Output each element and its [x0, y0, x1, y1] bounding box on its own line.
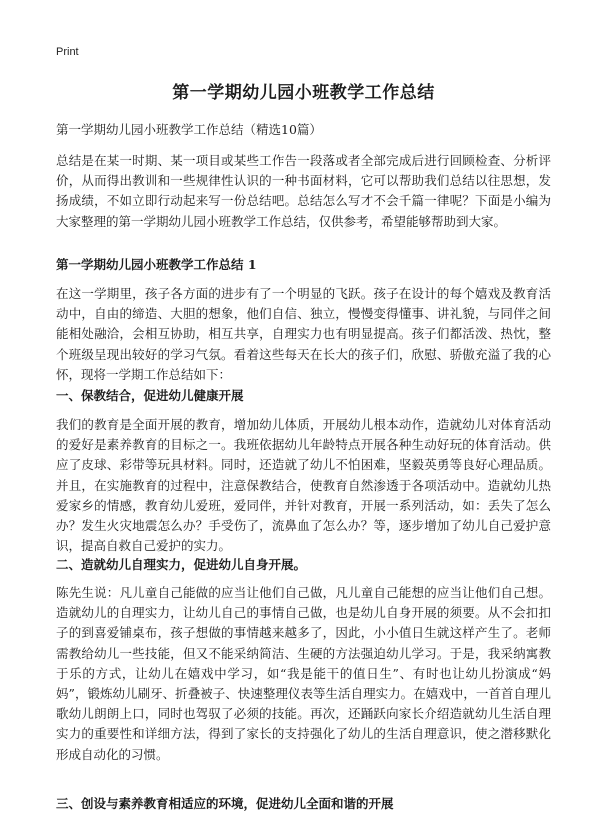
paragraph-self-care: 陈先生说：凡儿童自己能做的应当让他们自己做，凡儿童自己能想的应当让他们自己想。造就幼儿的自理实力，让幼儿自己的事情自己做，也是幼儿自身开展的须要。从不会扣扣子的到喜爱铺桌布，孩子想做的事情越来越多了，因此，小小值日生就这样产生了。老师需教给幼儿一些技能，但又不能采纳简洁、生硬的方法强迫幼儿学习。于是，我采纳寓教于乐的方式，让幼儿在嬉戏中学习，如“我是能干的值日生”、有时也让幼儿扮演成“妈妈”，锻炼幼儿刷牙、折叠被子、快速整理仪表等生活自理实力。在嬉戏中，一首首自理儿歌幼儿朗朗上口，同时也驾驭了必须的技能。再次，还踊跃向家长介绍造就幼儿生活自理实力的重要性和详细方法，得到了家长的支持强化了幼儿的生活自理意识，使之潜移默化形成自动化的习惯。	[56, 585, 551, 762]
print-label: Print	[56, 46, 79, 58]
heading-health: 一、保教结合，促进幼儿健康开展	[56, 388, 244, 403]
intro-paragraph: 总结是在某一时期、某一项目或某些工作告一段落或者全部完成后进行回顾检查、分析评价，从而得出教训和一些规律性认识的一种书面材料，它可以帮助我们总结以往思想，发扬成绩，不如立即行动起来写一份总结吧。总结怎么写才不会千篇一律呢？下面是小编为大家整理的第一学期幼儿园小班教学工作总结，仅供参考，希望能够帮助到大家。	[56, 153, 551, 229]
paragraph-health: 我们的教育是全面开展的教育，增加幼儿体质，开展幼儿根本动作，造就幼儿对体育活动的爱好是素养教育的目标之一。我班依据幼儿年龄特点开展各种生动好玩的体育活动。供应了皮球、彩带等玩具材料。同时，还造就了幼儿不怕困难，坚毅英勇等良好心理品质。并且，在实施教育的过程中，注意保教结合，使教育自然渗透于各项活动中。造就幼儿热爱家乡的情感，教育幼儿爱班，爱同伴，并针对教育，开展一系列活动，如：丢失了怎么办？发生火灾地震怎么办？手受伤了，流鼻血了怎么办？等，逐步增加了幼儿自己爱护意识，提高自救自己爱护的实力。	[56, 417, 551, 554]
section1-paragraph: 在这一学期里，孩子各方面的进步有了一个明显的飞跃。孩子在设计的每个嬉戏及教育活动中，自由的缔造、大胆的想象，他们自信、独立，慢慢变得懂事、讲礼貌，与同伴之间能相处融洽，会相互协助，相互共享，自理实力也有明显提高。孩子们都活泼、热忱，整个班级呈现出较好的学习气氛。看着这些每天在长大的孩子们，欣慰、骄傲充溢了我的心怀，现将一学期工作总结如下：	[56, 286, 551, 382]
section1-heading: 第一学期幼儿园小班教学工作总结 1	[56, 257, 257, 272]
document-subtitle: 第一学期幼儿园小班教学工作总结（精选10篇）	[56, 122, 322, 137]
heading-environment: 三、创设与素养教育相适应的环境，促进幼儿全面和谐的开展	[56, 796, 394, 811]
heading-self-care: 二、造就幼儿自理实力，促进幼儿自身开展。	[56, 557, 307, 572]
document-title: 第一学期幼儿园小班教学工作总结	[172, 83, 435, 103]
